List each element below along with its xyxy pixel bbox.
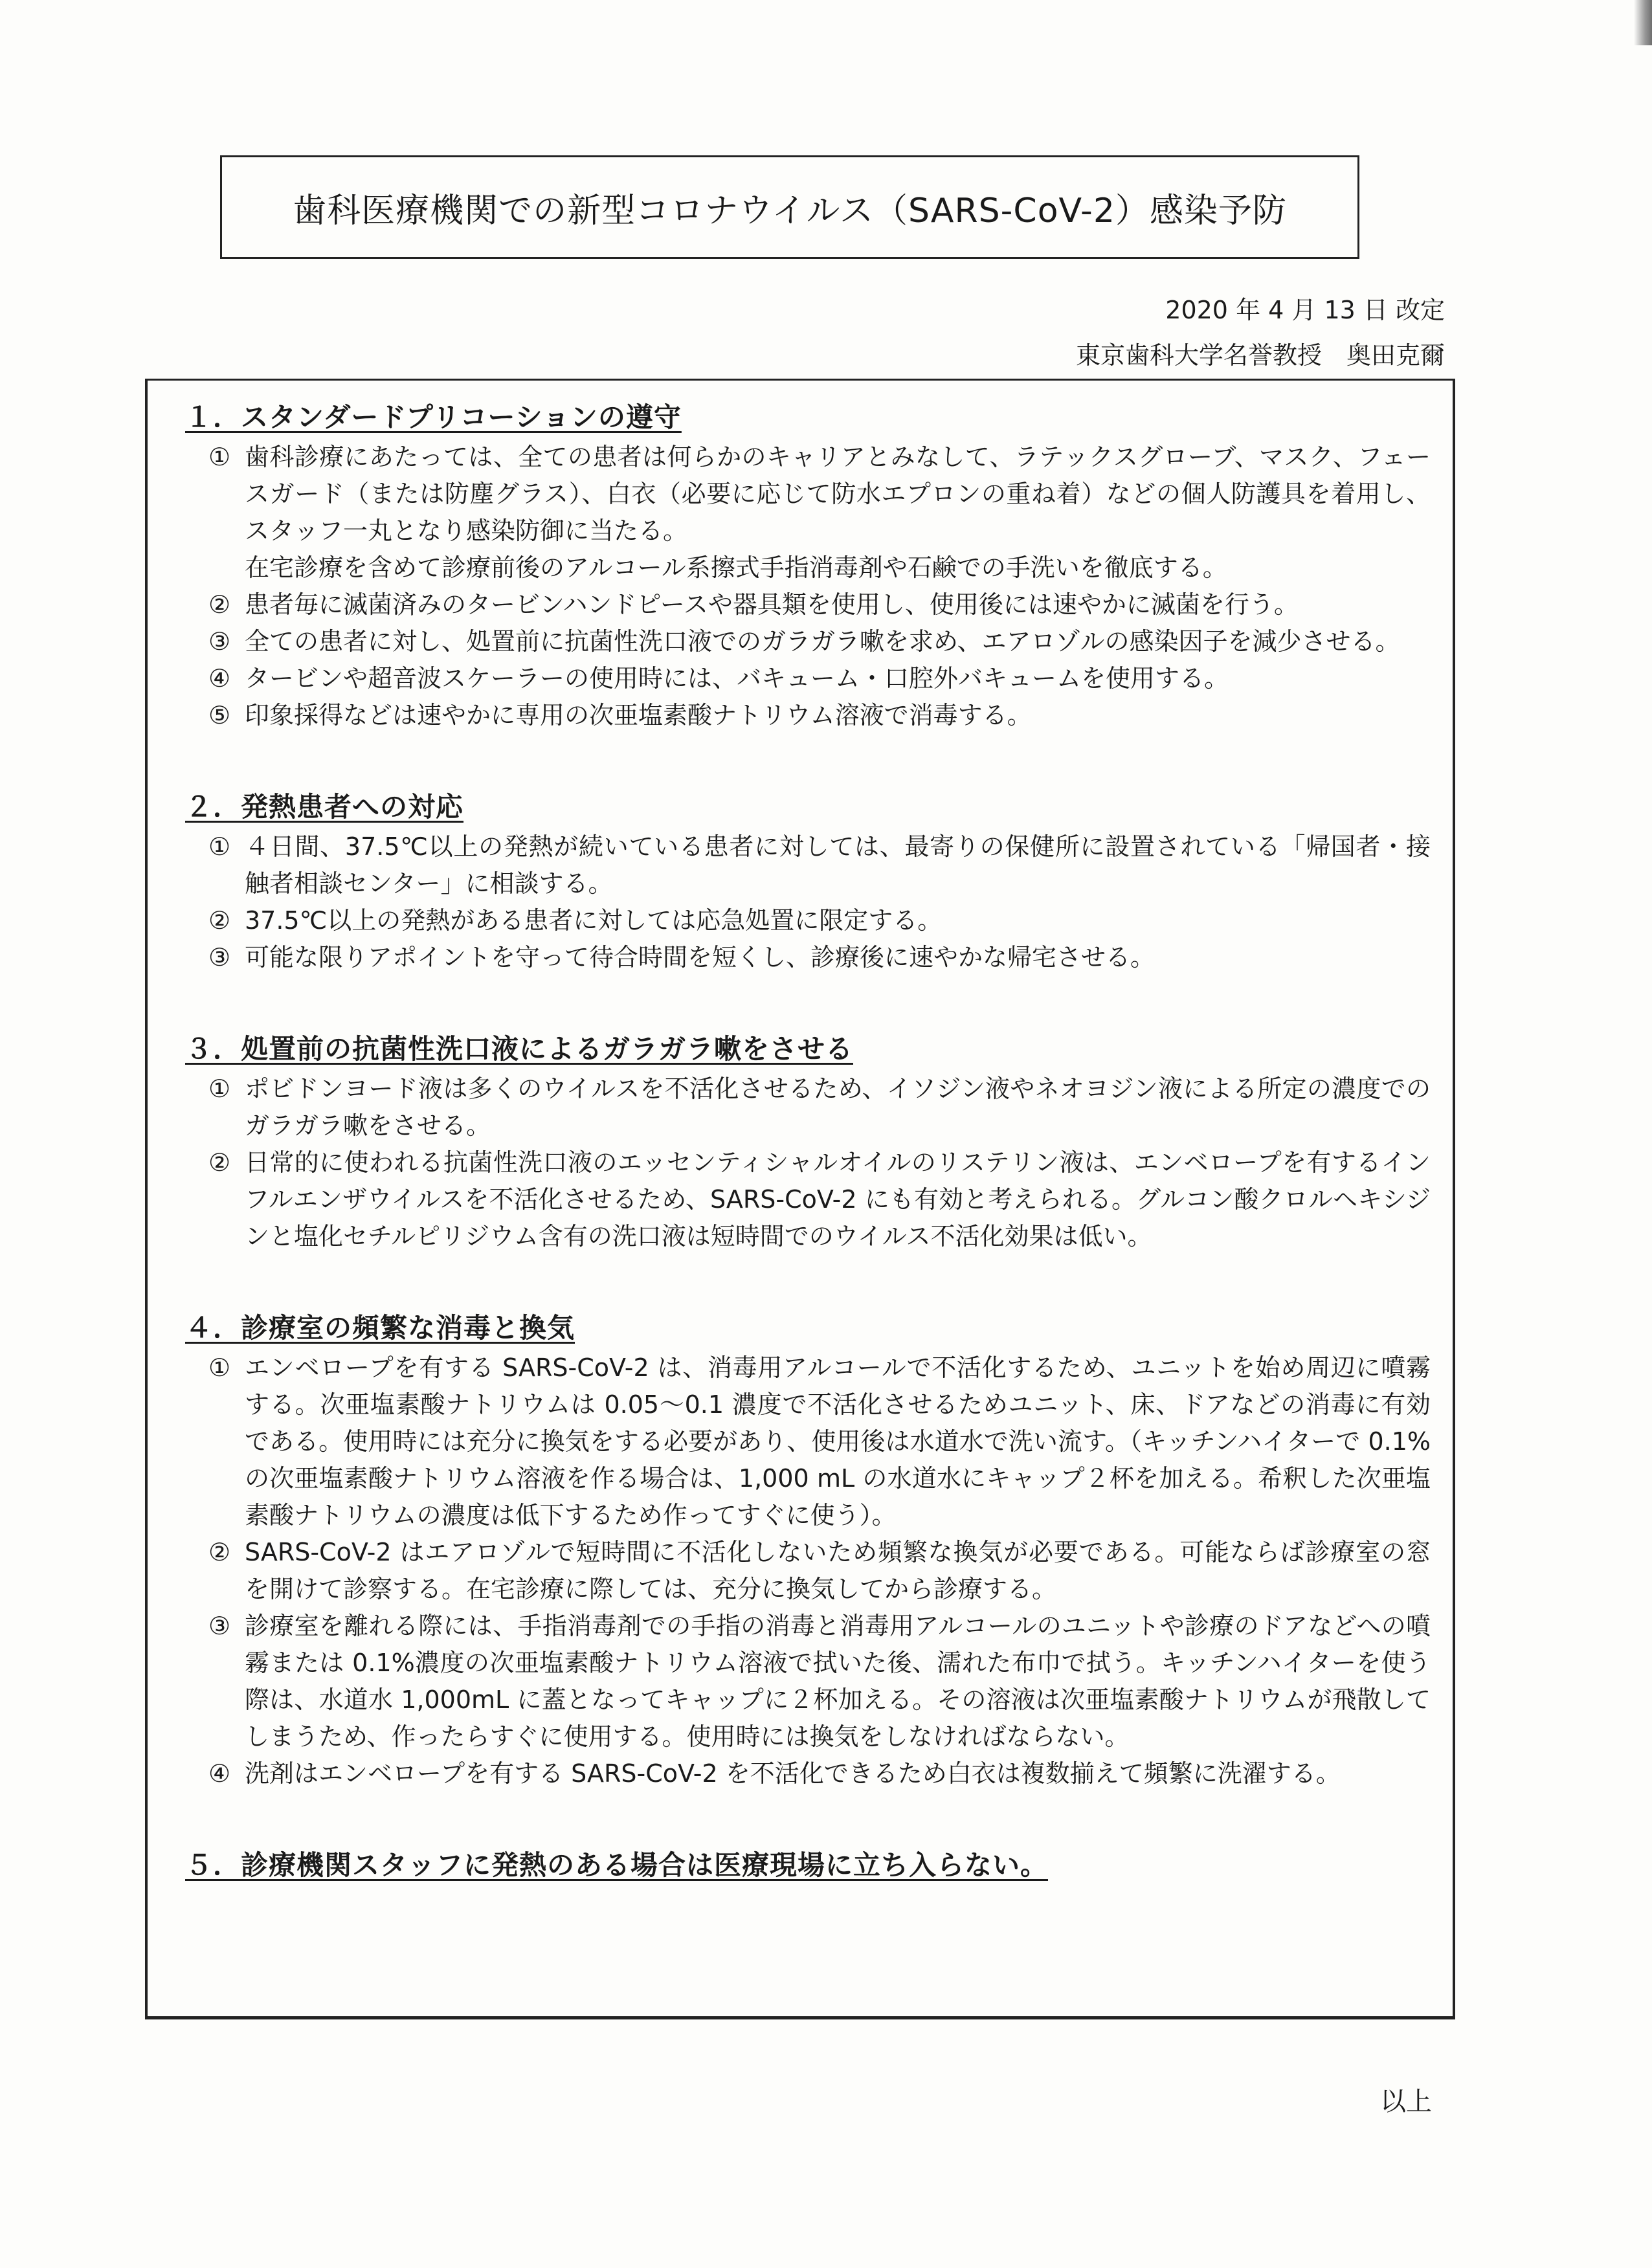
- list-item: [208, 902, 1431, 939]
- section-heading: ２．発熱患者への対応: [185, 791, 464, 823]
- list-item: [208, 1755, 1431, 1792]
- content-box: [145, 379, 1455, 2019]
- item-text: ４日間、37.5℃以上の発熱が続いている患者に対しては、最寄りの保健所に設置されている「帰国者・接触者相談センター」に相談する。: [245, 832, 1431, 898]
- list-item: [208, 586, 1431, 623]
- item-number: ②: [208, 590, 231, 619]
- section-heading: １．スタンダードプリコーションの遵守: [185, 401, 682, 433]
- item-number: ③: [208, 943, 231, 972]
- item-text: 印象採得などは速やかに専用の次亜塩素酸ナトリウム溶液で消毒する。: [245, 701, 1032, 729]
- list-item: [208, 1071, 1431, 1144]
- item-text: 洗剤はエンベロープを有する SARS-CoV-2 を不活化できるため白衣は複数揃えて頻繁に洗濯する。: [245, 1759, 1341, 1788]
- item-text: 患者毎に滅菌済みのタービンハンドピースや器具類を使用し、使用後には速やかに滅菌を行う。: [245, 590, 1299, 619]
- list-item: [208, 623, 1431, 660]
- closing-mark: 以上: [1380, 2087, 1432, 2117]
- item-text: 歯科診療にあたっては、全ての患者は何らかのキャリアとみなして、ラテックスグローブ、マスク、フェースガード（または防塵グラス）、白衣（必要に応じて防水エプロンの重ね着）などの個人防護具を着用し、スタッフ一丸となり感染防御に当たる。 在宅診療を含めて診療前後のアルコール系擦式手指消毒剤や石鹸での手洗いを徹底する。: [245, 443, 1431, 582]
- section-3: [172, 1030, 1431, 1255]
- list-item: [208, 1534, 1431, 1608]
- item-text: 診療室を離れる際には、手指消毒剤での手指の消毒と消毒用アルコールのユニットや診療のドアなどへの噴霧または 0.1%濃度の次亜塩素酸ナトリウム溶液で拭いた後、濡れた布巾で拭う。キッチンハイターを使う際は、水道水 1,000mL に蓋となってキャップに２杯加える。その溶液は次亜塩素酸ナトリウムが飛散してしまうため、作ったらすぐに使用する。使用時には換気をしなければならない。: [245, 1612, 1431, 1751]
- list-item: [208, 697, 1431, 734]
- list-item: [208, 1608, 1431, 1755]
- list-item: [208, 439, 1431, 586]
- item-text: タービンや超音波スケーラーの使用時には、バキューム・口腔外バキュームを使用する。: [245, 664, 1229, 693]
- item-number: ⑤: [208, 701, 231, 729]
- list-item: [208, 1350, 1431, 1534]
- author: 東京歯科大学名誉教授 奥田克爾: [1075, 341, 1445, 370]
- item-number: ①: [208, 1074, 231, 1103]
- section-heading: ４．診療室の頻繁な消毒と換気: [185, 1312, 575, 1344]
- item-number: ④: [208, 664, 231, 693]
- item-number: ③: [208, 1612, 231, 1640]
- item-text: ポビドンヨード液は多くのウイルスを不活化させるため、イソジン液やネオヨジン液による所定の濃度でのガラガラ嗽をさせる。: [245, 1074, 1431, 1140]
- section-heading: ３．処置前の抗菌性洗口液によるガラガラ嗽をさせる: [185, 1033, 854, 1065]
- list-item: [208, 660, 1431, 697]
- section-1: [172, 399, 1431, 734]
- item-number: ④: [208, 1759, 231, 1788]
- section-2: [172, 788, 1431, 976]
- item-text: エンベロープを有する SARS-CoV-2 は、消毒用アルコールで不活化するため、ユニットを始め周辺に噴霧する。次亜塩素酸ナトリウムは 0.05～0.1 濃度で不活化させるためユニット、床、ドアなどの消毒に有効である。使用時には充分に換気をする必要があり、使用後は水道水で洗い流す。（キッチンハイターで 0.1%の次亜塩素酸ナトリウム溶液を作る場合は、1,000 mL の水道水にキャップ２杯を加える。希釈した次亜塩素酸ナトリウムの濃度は低下するため作ってすぐに使う）。: [245, 1353, 1431, 1529]
- item-text: SARS-CoV-2 はエアロゾルで短時間に不活化しないため頻繁な換気が必要である。可能ならば診療室の窓を開けて診察する。在宅診療に際しては、充分に換気してから診療する。: [245, 1538, 1431, 1603]
- scan-edge-shadow: [1634, 0, 1652, 45]
- item-number: ②: [208, 906, 231, 935]
- list-item: [208, 1144, 1431, 1255]
- list-item: [208, 828, 1431, 902]
- revision-date: 2020 年 4 月 13 日 改定: [1165, 296, 1445, 324]
- title-box: [220, 155, 1359, 259]
- item-text: 37.5℃以上の発熱がある患者に対しては応急処置に限定する。: [245, 906, 943, 935]
- item-text: 全ての患者に対し、処置前に抗菌性洗口液でのガラガラ嗽を求め、エアロゾルの感染因子を減少させる。: [245, 627, 1400, 656]
- item-text: 可能な限りアポイントを守って待合時間を短くし、診療後に速やかな帰宅させる。: [245, 943, 1155, 972]
- item-number: ①: [208, 1353, 231, 1382]
- item-text: 日常的に使われる抗菌性洗口液のエッセンティシャルオイルのリステリン液は、エンベロープを有するインフルエンザウイルスを不活化させるため、SARS-CoV-2 にも有効と考えられる。グルコン酸クロルヘキシジンと塩化セチルピリジウム含有の洗口液は短時間でのウイルス不活化効果は低い。: [245, 1148, 1431, 1251]
- final-heading: ５．診療機関スタッフに発熱のある場合は医療現場に立ち入らない。: [185, 1849, 1049, 1881]
- document-title: 歯科医療機関での新型コロナウイルス（SARS-CoV-2）感染予防: [293, 191, 1287, 230]
- item-number: ②: [208, 1148, 231, 1177]
- item-number: ①: [208, 443, 231, 471]
- item-number: ③: [208, 627, 231, 656]
- item-number: ①: [208, 832, 231, 861]
- item-number: ②: [208, 1538, 231, 1566]
- section-4: [172, 1309, 1431, 1792]
- list-item: [208, 939, 1431, 976]
